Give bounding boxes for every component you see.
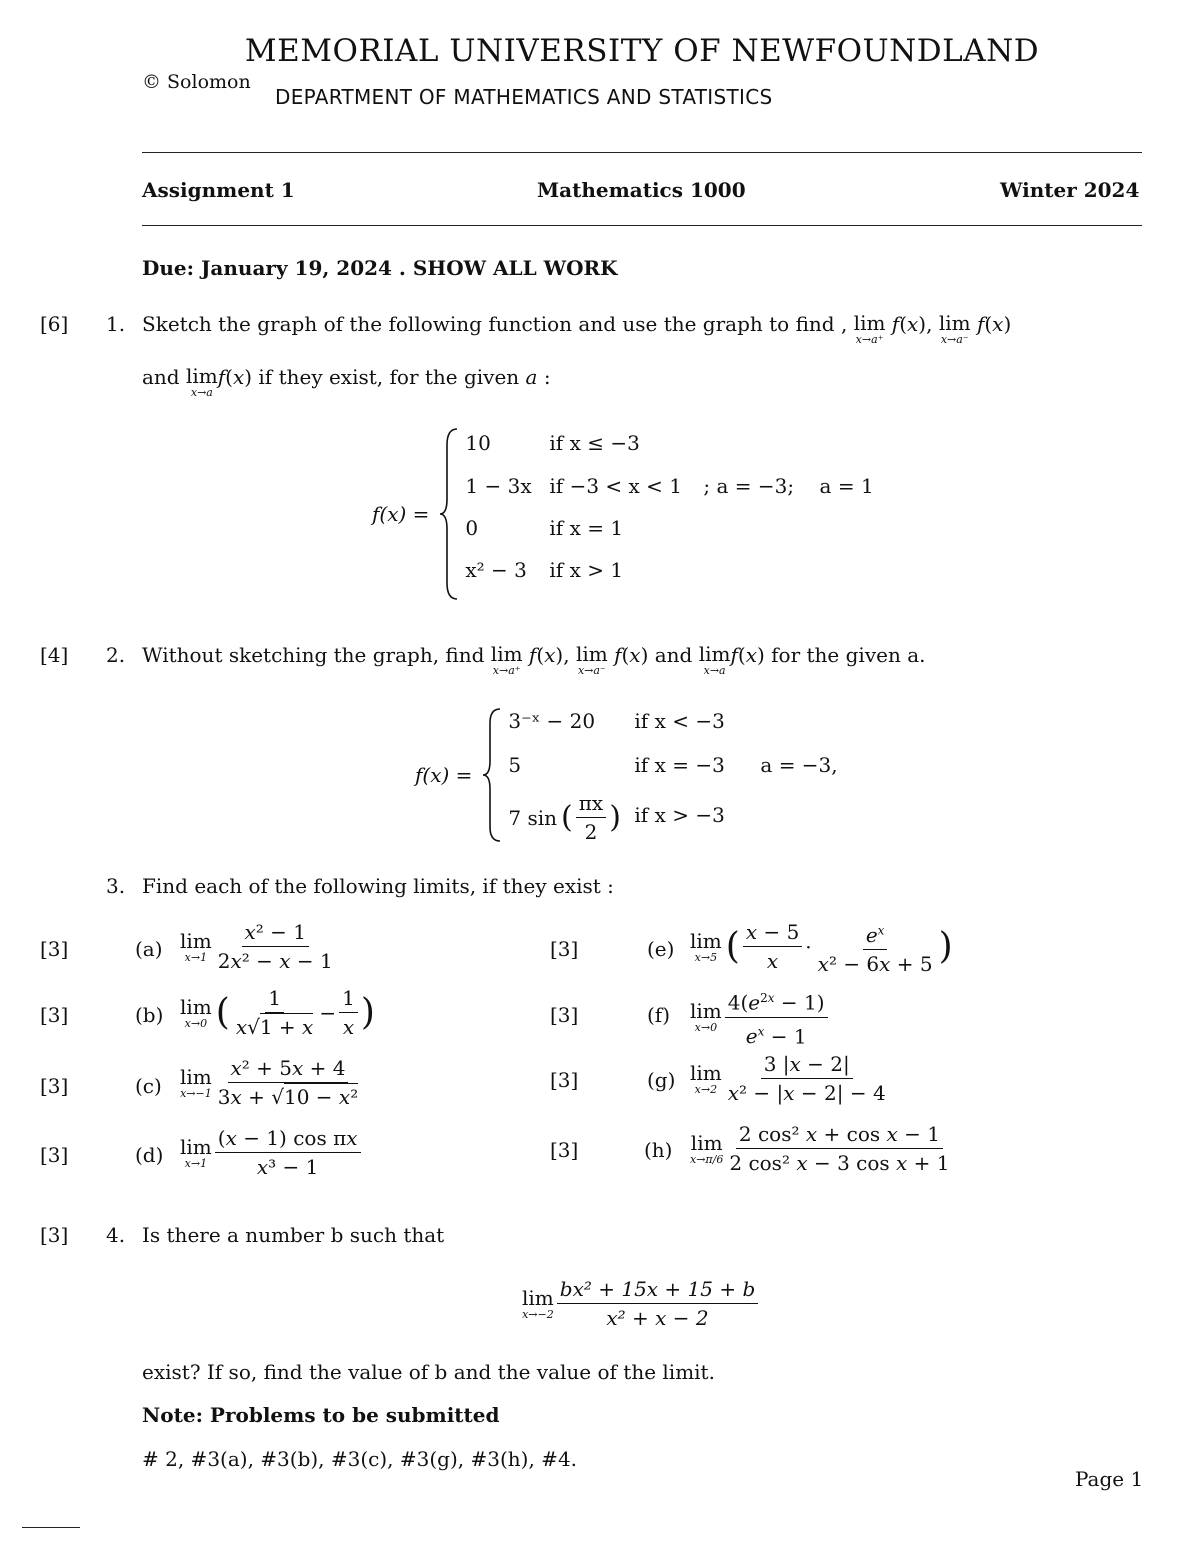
assignment-label: Assignment 1 bbox=[142, 178, 295, 202]
q3h-label: (h) bbox=[644, 1138, 673, 1162]
header-rule-top bbox=[142, 152, 1142, 153]
q2-case1-expr: 3⁻ˣ − 20 bbox=[508, 709, 596, 733]
q2-case3-cond: if x > −3 bbox=[634, 803, 725, 827]
q1-left-brace bbox=[437, 425, 461, 603]
q2-mark: [4] bbox=[40, 643, 69, 667]
q1-text-line1: Sketch the graph of the following function and use the graph to find , lim x→a⁺ f(x), lim x→a⁻ f(x) bbox=[142, 311, 1012, 346]
copyright: © Solomon bbox=[142, 71, 251, 93]
q1-case3-cond: if x = 1 bbox=[549, 516, 624, 540]
q3d-label: (d) bbox=[135, 1143, 164, 1167]
q4-mark: [3] bbox=[40, 1223, 69, 1247]
q1-piecewise: f(x) = 10 if x ≤ −3 1 − 3x if −3 < x < 1 ; a = −3; a = 1 0 if x = 1 x² − 3 if x > 1 bbox=[372, 425, 905, 603]
q1-case4-expr: x² − 3 bbox=[465, 558, 527, 582]
q3h-expr: lim x→π/6 $\frac{\text{2 cos² x + cos x − 1}}{\text{2 cos² x − 3 cos x + 1}}$ bbox=[690, 1122, 950, 1175]
q1-case4-cond: if x > 1 bbox=[549, 558, 624, 582]
q1-mark: [6] bbox=[40, 312, 69, 336]
note-title: Note: Problems to be submitted bbox=[142, 1403, 500, 1427]
q4-followup: exist? If so, find the value of b and the value of the limit. bbox=[142, 1360, 715, 1384]
course-label: Mathematics 1000 bbox=[537, 178, 746, 202]
q1-case1-cond: if x ≤ −3 bbox=[549, 431, 640, 455]
q3h-mark: [3] bbox=[550, 1138, 579, 1162]
q3g-expr: lim x→2 $\frac{3 |x - 2|}{\text{x² − |x − 2| − 4}}$ bbox=[690, 1052, 886, 1105]
department-title: DEPARTMENT OF MATHEMATICS AND STATISTICS bbox=[275, 85, 773, 109]
q3f-mark: [3] bbox=[550, 1003, 579, 1027]
q3b-expr: lim x→0 ( $\frac{1}{x√1 + x}$ − $\frac{1}{x}$ ) bbox=[180, 986, 375, 1039]
q1-text-line2: and lim x→a f(x) if they exist, for the given a : bbox=[142, 364, 551, 399]
q2-text: Without sketching the graph, find lim x→a⁺ f(x), lim x→a⁻ f(x) and lim x→a f(x) for the given a. bbox=[142, 642, 926, 677]
page-number: Page 1 bbox=[1075, 1467, 1144, 1491]
q3a-expr: lim x→1 $\frac{\text{x² − 1}}{\text{2x² − x − 1}}$ bbox=[180, 920, 333, 973]
q3e-label: (e) bbox=[647, 937, 675, 961]
q1-case3-expr: 0 bbox=[465, 516, 479, 540]
q4-number: 4. bbox=[106, 1223, 126, 1247]
q2-case1-cond: if x < −3 bbox=[634, 709, 725, 733]
q3c-expr: lim x→−1 $\frac{\text{x² + 5x + 4}}{\text{3x + √10 − x²}}$ bbox=[180, 1056, 359, 1109]
q3b-mark: [3] bbox=[40, 1003, 69, 1027]
university-title: MEMORIAL UNIVERSITY OF NEWFOUNDLAND bbox=[244, 33, 1040, 69]
q1-case2-expr: 1 − 3x bbox=[465, 474, 532, 498]
q3g-mark: [3] bbox=[550, 1068, 579, 1092]
q3a-label: (a) bbox=[135, 937, 163, 961]
q1-case2-cond: if −3 < x < 1 bbox=[549, 474, 682, 498]
q3e-expr: lim x→5 ( $\frac{x - 5}{x}$ · $\frac{e^x}{\text{x² − 6x + 5}}$ ) bbox=[690, 918, 953, 976]
q3g-label: (g) bbox=[647, 1068, 676, 1092]
q3c-mark: [3] bbox=[40, 1074, 69, 1098]
q3f-label: (f) bbox=[647, 1003, 671, 1027]
due-line: Due: January 19, 2024 . SHOW ALL WORK bbox=[142, 256, 618, 280]
q1-lim-two-sided: lim x→a bbox=[185, 364, 218, 399]
q1-case1-expr: 10 bbox=[465, 431, 491, 455]
q1-lim-right: lim x→a⁺ bbox=[853, 311, 886, 346]
q3d-mark: [3] bbox=[40, 1143, 69, 1167]
q3-number: 3. bbox=[106, 874, 126, 898]
q2-piecewise: f(x) = 3⁻ˣ − 20 if x < −3 5 if x = −3 a = −3, 7 sin ( $\frac{\pi x}{2}$ ) if x > −3 bbox=[415, 705, 888, 845]
q3b-label: (b) bbox=[135, 1003, 164, 1027]
q4-limit-expr: lim x→−2 $\frac{\text{bx² + 15x + 15 + b}}{\text{x² + x − 2}}$ bbox=[522, 1277, 761, 1330]
q3c-label: (c) bbox=[135, 1074, 162, 1098]
q3e-mark: [3] bbox=[550, 937, 579, 961]
q2-left-brace bbox=[480, 705, 504, 845]
q1-lim-left: lim x→a⁻ bbox=[938, 311, 971, 346]
footnote-rule bbox=[22, 1527, 80, 1528]
q3a-mark: [3] bbox=[40, 937, 69, 961]
q3f-expr: lim x→0 $\frac{4(e^{2x} - 1)}{e^x - 1}$ bbox=[690, 986, 831, 1048]
q2-case3-expr: 7 sin ( $\frac{\pi x}{2}$ ) bbox=[508, 791, 621, 844]
q4-text: Is there a number b such that bbox=[142, 1223, 445, 1247]
q1-params: ; a = −3; a = 1 bbox=[703, 474, 874, 498]
q3-text: Find each of the following limits, if they exist : bbox=[142, 874, 614, 898]
q2-number: 2. bbox=[106, 643, 126, 667]
note-list: # 2, #3(a), #3(b), #3(c), #3(g), #3(h), #4. bbox=[142, 1447, 578, 1471]
header-rule-bottom bbox=[142, 225, 1142, 226]
q2-params: a = −3, bbox=[760, 753, 838, 777]
q2-case2-cond: if x = −3 bbox=[634, 753, 725, 777]
q1-number: 1. bbox=[106, 312, 126, 336]
q2-case2-expr: 5 bbox=[508, 753, 522, 777]
term-label: Winter 2024 bbox=[1000, 178, 1140, 202]
q3d-expr: lim x→1 $\frac{\text{(x − 1) cos πx}}{\text{x³ − 1}}$ bbox=[180, 1126, 364, 1179]
